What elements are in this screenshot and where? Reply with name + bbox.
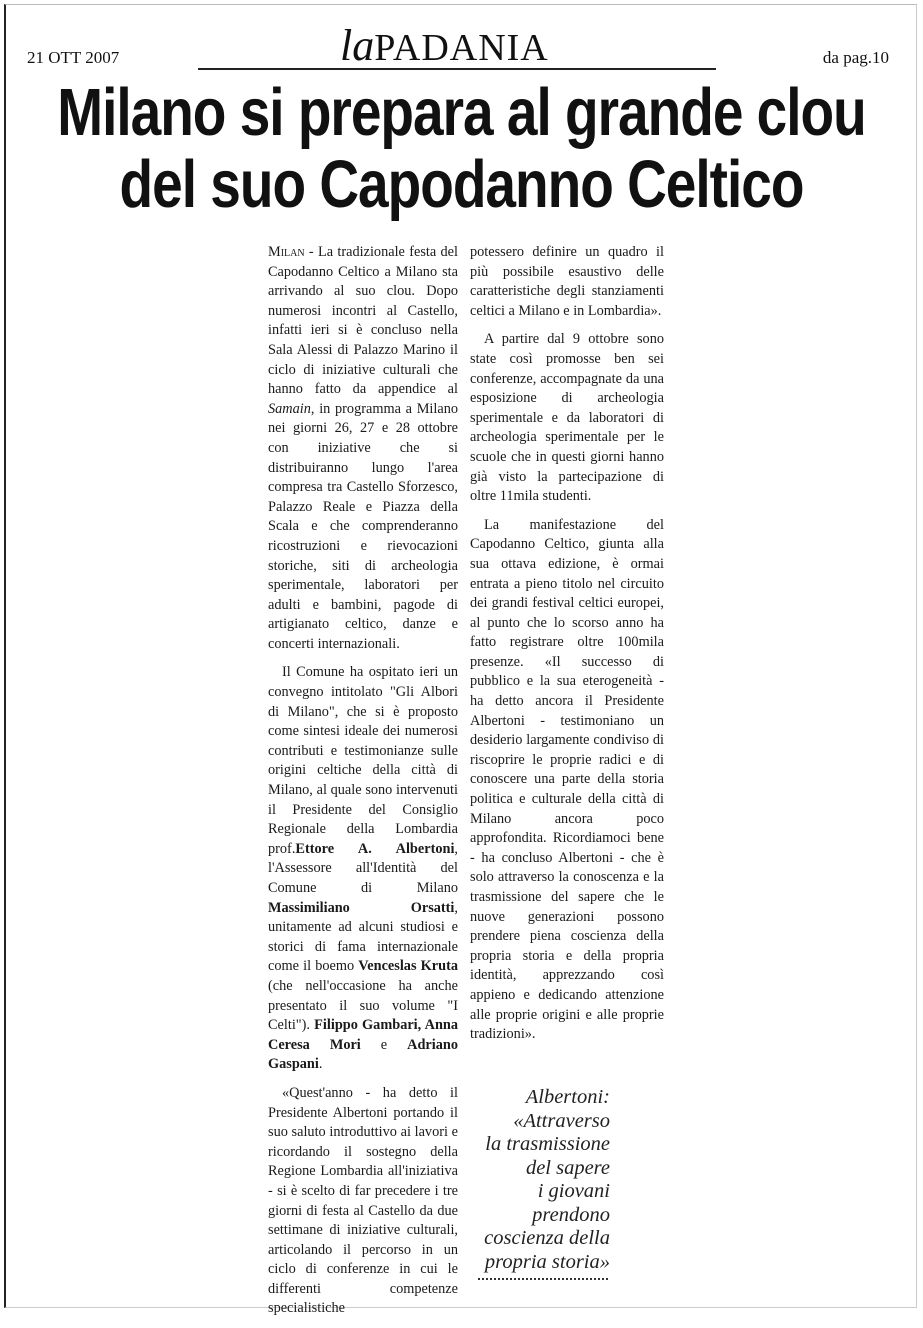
newspaper-masthead — [340, 20, 549, 71]
paragraph-text: (che nell'occasione ha anche presentato il suo volume "I Celti"). — [268, 977, 458, 1034]
paragraph — [268, 663, 458, 1074]
masthead-la: la — [340, 21, 375, 70]
paragraph-text: - La tradizionale festa del Capodanno Celtico a Milano sta arrivando al suo clou. Dopo numerosi incontri al Castello, infatti ieri si è concluso nella Sala Alessi di Palazzo Marino il ciclo di iniziative culturali che hanno fatto da appendice al — [268, 244, 458, 398]
page-reference: da pag.10 — [822, 48, 889, 67]
pull-quote-dotted-rule — [478, 1278, 608, 1280]
paragraph-text: , l'Assessore all'Identità del Comune di Milano — [268, 840, 458, 896]
paragraph: A partire dal 9 ottobre sono state così promosse ben sei conferenze, accompagnate da una esposizione di archeologia sperimentale e da laboratori di archeologia sperimentale per le scuole che in questi giorni hanno già visto la partecipazione di oltre 11mila studenti. — [470, 331, 664, 505]
paragraph-text: , unitamente ad alcuni studiosi e storici di fama internazionale come il boemo — [268, 899, 458, 975]
name-bold: Venceslas Kruta — [358, 958, 458, 975]
pull-quote-line: Albertoni: — [525, 1086, 610, 1108]
pull-quote-line: propria storia» — [484, 1250, 610, 1273]
name-bold: Ettore A. Albertoni — [295, 840, 455, 857]
headline-line-2: del suo Capodanno Celtico — [119, 146, 804, 222]
paragraph-text: , in programma a Milano nei giorni 26, 27 e 28 ottobre con iniziative che si distribuiranno lungo l'area compresa tra Castello Sforzesco, Palazzo Reale e Piazza della Scala e che comprenderanno ricostruzioni e rievocazioni storiche, siti di archeologia sperimentale, laboratori per adulti e bambini, pagode di artigianato celtico, danze e concerti internazionali. — [268, 400, 458, 652]
publication-date: 21 OTT 2007 — [27, 48, 120, 67]
article-column-1 — [268, 243, 458, 1328]
pull-quote-line: prendono — [532, 1203, 610, 1226]
paragraph-text: . — [318, 1056, 323, 1073]
name-bold: Adriano Gaspani — [268, 1036, 458, 1073]
paragraph: potessero definire un quadro il più possibile esaustivo delle caratteristiche degli stanziamenti celtici a Milano e in Lombardia». — [470, 244, 664, 319]
pull-quote-line: la trasmissione — [485, 1133, 610, 1155]
paragraph — [268, 243, 458, 654]
name-bold: Filippo Gambari, Anna Ceresa Mori — [268, 1017, 459, 1053]
dateline: Milan — [268, 244, 305, 260]
article-column-2 — [470, 243, 664, 1054]
pull-quote-line: i giovani — [537, 1180, 610, 1202]
masthead-name: PADANIA — [374, 27, 549, 69]
masthead-rule — [198, 68, 716, 70]
paragraph: La manifestazione del Capodanno Celtico, giunta alla sua ottava edizione, è ormai entrata a pieno titolo nel circuito dei grandi festival celtici europei, al punto che lo scorso anno ha fatto registrare oltre 100mila presenze. «Il successo di pubblico e la sua eterogeneità - ha detto ancora il Presidente Albertoni - testimoniano un desiderio largamente condiviso di riscoprire le proprie radici e di conoscere una parte della storia politica e culturale della città di Milano ancora poco approfondita. Ricordiamoci bene - ha concluso Albertoni - che è solo attraverso la conoscenza e la trasmissione del sapere che le nuove generazioni possono prendere piena coscienza della propria storia e della propria identità, apprezzando così appieno e dedicando attenzione alle proprie origini e alle proprie tradizioni». — [470, 516, 664, 1043]
pull-quote-line: «Attraverso — [513, 1109, 610, 1132]
headline-line-1: Milano si prepara al grande clou — [57, 74, 866, 150]
pull-quote-line: coscienza della — [484, 1227, 610, 1249]
paragraph-text: Il Comune ha ospitato ieri un convegno intitolato "Gli Albori di Milano", che si è proposto come sintesi ideale dei numerosi contributi e testimonianze sulle origini celtiche della città di Milano, al quale sono intervenuti il Presidente del Consiglio Regionale della Lombardia prof. — [268, 664, 458, 857]
paragraph-text: e — [360, 1036, 408, 1053]
paragraph: «Quest'anno - ha detto il Presidente Albertoni portando il suo saluto introduttivo ai lavori e ricordando il sostegno della Regione Lombardia all'iniziativa - si è scelto di far precedere i tre giorni di festa al Castello da due settimane di iniziative culturali, articolando il percorso in un ciclo di conferenze in cui le differenti competenze specialistiche — [268, 1084, 458, 1317]
name-bold: Massimiliano Orsatti — [268, 899, 455, 916]
samain-italic: Samain — [268, 400, 311, 417]
pull-quote-line: del sapere — [525, 1156, 610, 1179]
pull-quote — [470, 1086, 610, 1274]
